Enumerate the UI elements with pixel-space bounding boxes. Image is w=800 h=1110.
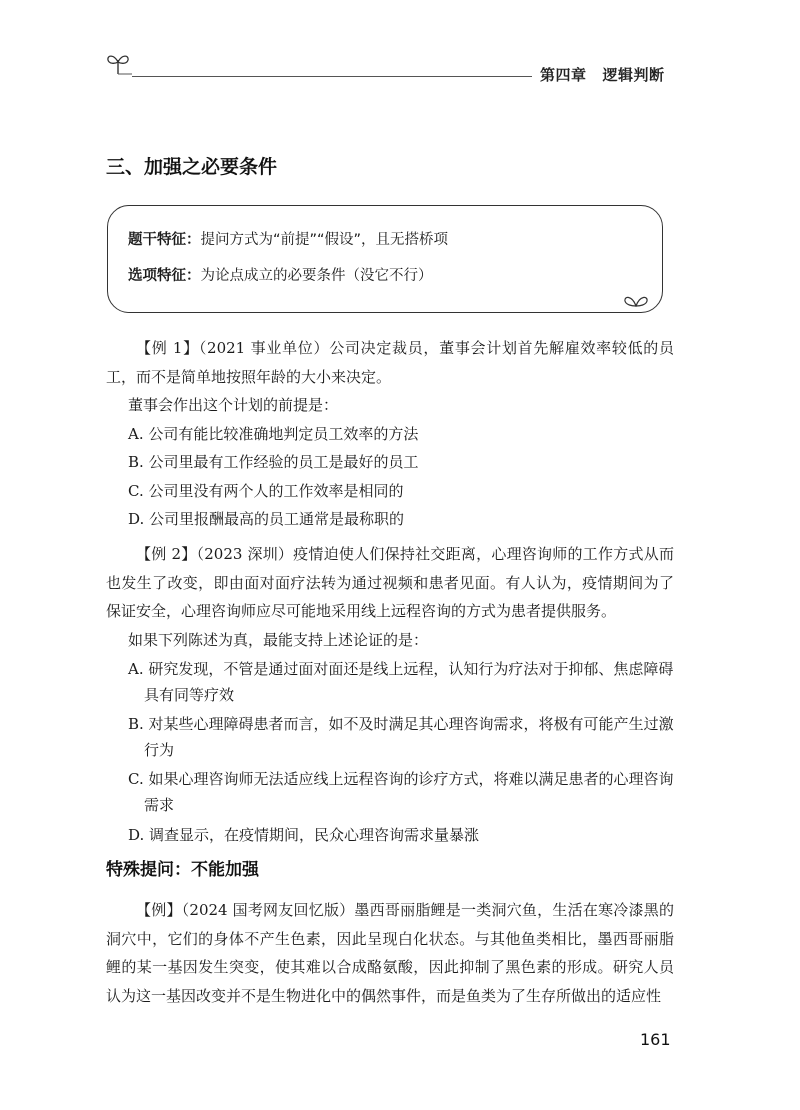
example-2-question xyxy=(128,626,674,849)
stem-feature xyxy=(128,228,448,249)
feature-box xyxy=(107,205,663,313)
chapter-topic: 逻辑判断 xyxy=(602,66,665,84)
option-feature-text: 为论点成立的必要条件（没它不行） xyxy=(200,268,433,284)
example-2-stem: 如果下列陈述为真，最能支持上述论证的是： xyxy=(128,631,429,649)
header-rule xyxy=(132,76,532,77)
example-1-option-c: C. 公司里没有两个人的工作效率是相同的 xyxy=(128,481,404,500)
section-title: 三、加强之必要条件 xyxy=(106,156,278,178)
example-1-question xyxy=(128,391,674,534)
special-example-passage: 【例】（2024 国考网友回忆版）墨西哥丽脂鲤是一类洞穴鱼，生活在寒冷漆黑的洞穴中，它们的身体不产生色素，因此呈现白化状态。与其他鱼类相比，墨西哥丽脂鲤的某一基因发生突变，使其难以合成酪氨酸，因此抑制了黑色素的形成。研究人员认为这一基因改变并不是生物进化中的偶然事件，而是鱼类为了生存所做出的适应性 xyxy=(106,901,674,1005)
special-section-title: 特殊提问：不能加强 xyxy=(106,860,259,880)
example-1-option-b: B. 公司里最有工作经验的员工是最好的员工 xyxy=(128,453,419,471)
example-2-option-c: C. 如果心理咨询师无法适应线上远程咨询的诊疗方式，将难以满足患者的心理咨询需求 xyxy=(128,769,674,814)
running-header xyxy=(540,64,665,85)
option-feature xyxy=(128,264,433,285)
example-1-passage: 【例 1】（2021 事业单位）公司决定裁员，董事会计划首先解雇效率较低的员工，而不是简单地按照年龄的大小来决定。 xyxy=(106,339,674,386)
page-number: 161 xyxy=(640,1030,671,1049)
example-2-option-a: A. 研究发现，不管是通过面对面还是线上远程，认知行为疗法对于抑郁、焦虑障碍具有同等疗效 xyxy=(128,659,674,704)
option-feature-label: 选项特征： xyxy=(128,268,201,284)
chapter-number: 第四章 xyxy=(540,66,587,84)
example-2-option-d: D. 调查显示，在疫情期间，民众心理咨询需求量暴涨 xyxy=(128,825,480,844)
example-1-option-d: D. 公司里报酬最高的员工通常是最称职的 xyxy=(128,510,405,528)
example-1-stem: 董事会作出这个计划的前提是： xyxy=(128,396,339,414)
example-2-passage: 【例 2】（2023 深圳）疫情迫使人们保持社交距离，心理咨询师的工作方式从而也发生了改变，即由面对面疗法转为通过视频和患者见面。有人认为，疫情期间为了保证安全，心理咨询师应尽可能地采用线上远程咨询的方式为患者提供服务。 xyxy=(106,545,674,620)
stem-feature-label: 题干特征： xyxy=(128,232,201,248)
example-2-option-b: B. 对某些心理障碍患者而言，如不及时满足其心理咨询需求，将极有可能产生过激行为 xyxy=(128,714,674,759)
example-1-option-a: A. 公司有能比较准确地判定员工效率的方法 xyxy=(128,424,419,443)
stem-feature-text: 提问方式为“前提”“假设”，且无搭桥项 xyxy=(200,232,449,248)
sprout-icon xyxy=(104,50,132,76)
sprout-icon xyxy=(622,292,650,308)
